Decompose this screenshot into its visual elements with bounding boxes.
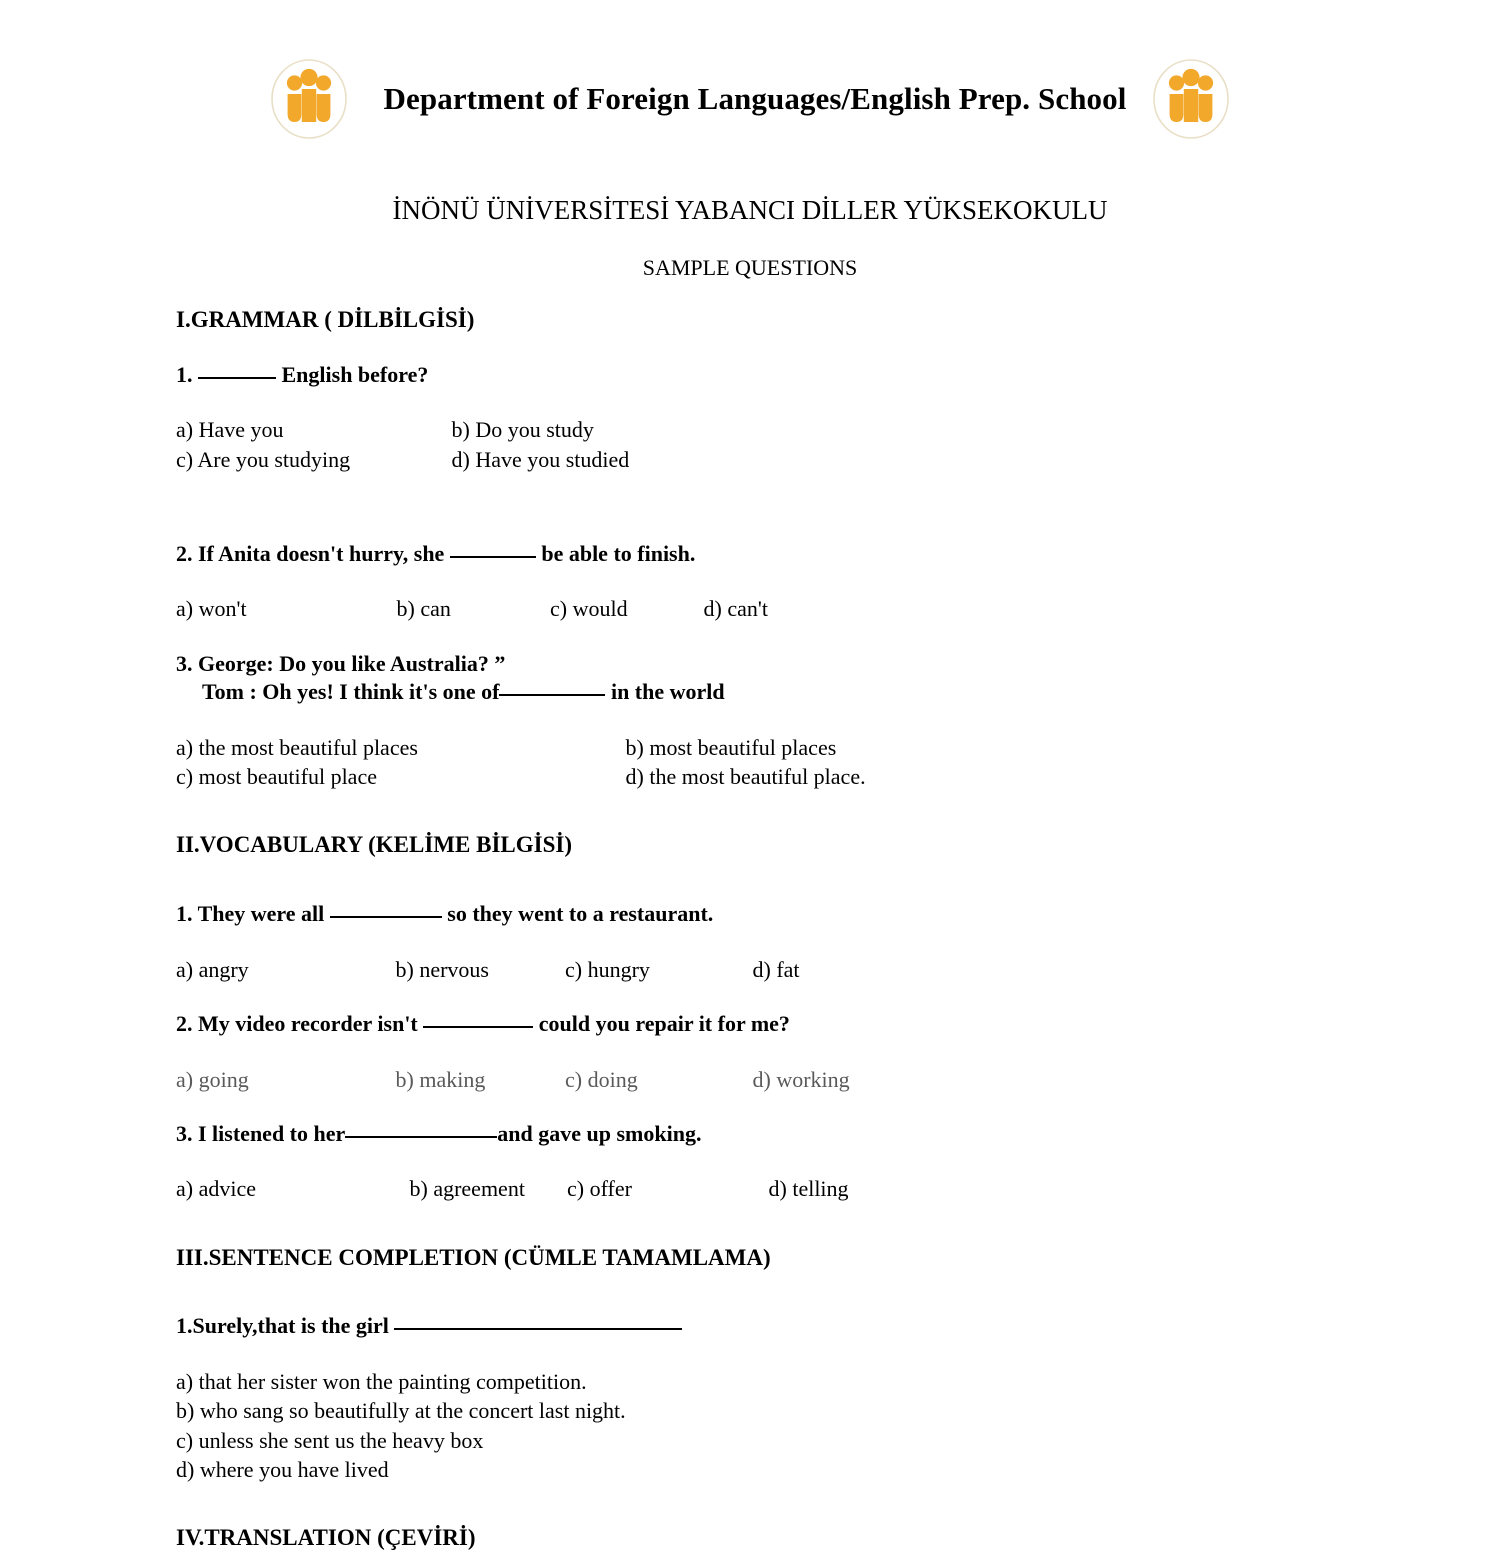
grammar-q2-option-a[interactable]: a) won't [176,596,247,622]
grammar-q3-option-d[interactable]: d) the most beautiful place. [625,764,866,790]
grammar-question-3 [176,650,1356,707]
grammar-q3-line1: 3. George: Do you like Australia? ” [176,650,506,676]
grammar-q1-option-a[interactable]: a) Have you [176,417,284,443]
grammar-q1-option-c[interactable]: c) Are you studying [176,446,351,472]
vocab-q2-option-d[interactable]: d) working [752,1066,850,1092]
vocab-q3-option-a[interactable]: a) advice [176,1176,256,1202]
grammar-q3-line2 [176,678,1356,707]
option-row [176,1426,1356,1455]
grammar-q2-option-b[interactable]: b) can [396,596,451,622]
three-people-logo-icon-right [1152,58,1230,140]
grammar-q3-option-c[interactable]: c) most beautiful place [176,764,377,790]
sc-q1-option-d[interactable]: d) where you have lived [176,1456,389,1482]
option-row [176,1396,1356,1425]
section-heading-grammar: I.GRAMMAR ( DİLBİLGİSİ) [176,307,475,332]
grammar-q1-options [176,415,1356,474]
vocab-q3-option-d[interactable]: d) telling [768,1176,849,1202]
vocabulary-q1-options [176,955,1356,984]
grammar-question-2 [176,540,1356,569]
vocab-q3-option-c[interactable]: c) offer [567,1176,632,1202]
grammar-q2-prefix: 2. If Anita doesn't hurry, she [176,540,445,566]
university-title: İNÖNÜ ÜNİVERSİTESİ YABANCI DİLLER YÜKSEKOKULU [392,195,1108,225]
vocab-q2-blank [423,1026,533,1028]
vocab-q2-prefix: 2. My video recorder isn't [176,1010,418,1036]
document-header [0,58,1500,140]
grammar-q1-blank [198,377,276,379]
sc-q1-option-b[interactable]: b) who sang so beautifully at the concert last night. [176,1398,626,1424]
option-row [176,1174,1356,1203]
vocabulary-q2-options [176,1065,1356,1094]
grammar-q2-blank [450,556,536,558]
option-row [176,445,1356,474]
vocabulary-question-2 [176,1010,1356,1039]
vocab-q3-prefix: 3. I listened to her [176,1120,346,1146]
vocab-q2-option-c[interactable]: c) doing [565,1066,638,1092]
grammar-q1-number: 1. [176,361,193,387]
three-people-logo-icon [270,58,348,140]
section-heading-sentence-completion: III.SENTENCE COMPLETION (CÜMLE TAMAMLAMA) [176,1244,771,1270]
sentence-completion-question-1 [176,1312,1356,1341]
page-title: Department of Foreign Languages/English Prep. School [383,80,1127,116]
vocabulary-question-1 [176,900,1356,929]
option-row [176,955,1356,984]
vocab-q1-blank [330,916,442,918]
vocab-q2-option-b[interactable]: b) making [395,1066,486,1092]
grammar-q3-blank [499,694,605,696]
vocab-q3-suffix: and gave up smoking. [497,1120,702,1146]
sc-q1-option-a[interactable]: a) that her sister won the painting competition. [176,1369,587,1394]
document-subtitle: SAMPLE QUESTIONS [642,255,858,280]
grammar-q3-line2-prefix: Tom : Oh yes! I think it's one of [202,679,500,705]
option-row [176,1455,1356,1484]
grammar-q2-options [176,594,1356,623]
sc-q1-option-c[interactable]: c) unless she sent us the heavy box [176,1427,484,1453]
vocab-q3-blank [345,1136,497,1138]
grammar-q3-option-a[interactable]: a) the most beautiful places [176,734,418,760]
option-row [176,1367,1356,1396]
vocab-q1-option-a[interactable]: a) angry [176,956,249,982]
vocabulary-question-3 [176,1120,1356,1149]
option-row [176,1065,1356,1094]
grammar-q2-option-d[interactable]: d) can't [703,596,768,622]
grammar-q3-line2-suffix: in the world [610,679,725,705]
document-body [176,306,1356,1553]
sc-q1-prefix: 1.Surely,that is the girl [176,1313,389,1339]
grammar-q3-option-b[interactable]: b) most beautiful places [625,734,837,760]
vocab-q1-option-b[interactable]: b) nervous [395,956,489,982]
vocab-q2-option-a[interactable]: a) going [176,1066,249,1092]
grammar-question-1 [176,361,1356,390]
option-row [176,594,1356,623]
option-row [176,415,1356,444]
grammar-q2-suffix: be able to finish. [541,540,696,566]
option-row [176,733,1356,762]
section-heading-vocabulary: II.VOCABULARY (KELİME BİLGİSİ) [176,832,572,858]
vocab-q1-option-d[interactable]: d) fat [752,956,800,982]
grammar-q3-options [176,733,1356,792]
vocab-q1-suffix: so they went to a restaurant. [447,901,714,927]
grammar-q1-option-d[interactable]: d) Have you studied [451,446,630,472]
sentence-completion-q1-options [176,1367,1356,1484]
sc-q1-blank [394,1328,682,1330]
vocabulary-q3-options [176,1174,1356,1203]
option-row [176,762,1356,791]
vocab-q1-option-c[interactable]: c) hungry [565,956,650,982]
vocab-q1-prefix: 1. They were all [176,901,325,927]
vocab-q2-suffix: could you repair it for me? [538,1010,790,1036]
grammar-q1-text: English before? [281,361,429,387]
grammar-q2-option-c[interactable]: c) would [550,596,628,622]
grammar-q1-option-b[interactable]: b) Do you study [451,417,594,443]
vocab-q3-option-b[interactable]: b) agreement [409,1176,525,1202]
section-heading-translation: IV.TRANSLATION (ÇEVİRİ) [176,1525,476,1550]
